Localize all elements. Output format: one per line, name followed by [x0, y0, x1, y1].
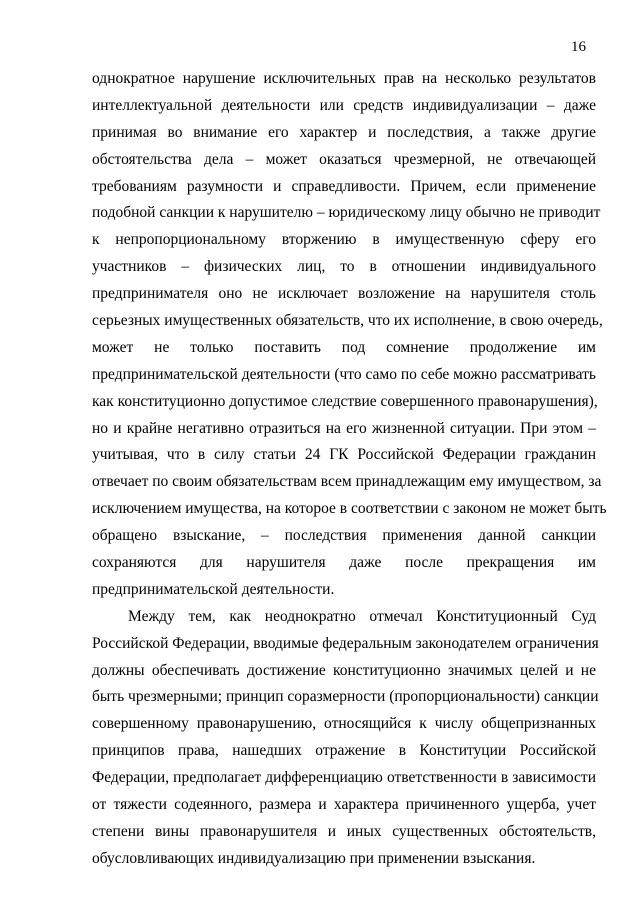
document-body	[92, 66, 607, 873]
text-line: серьезных имущественных обязательств, что их исполнение, в свою очередь,	[92, 312, 603, 330]
text-line: быть чрезмерными; принцип соразмерности (пропорциональности) санкции	[92, 688, 599, 706]
text-line: Между тем, как неоднократно отмечал Конституционный Суд	[128, 607, 596, 625]
text-line: участников – физических лиц, то в отношении индивидуального	[92, 258, 596, 276]
text-line: от тяжести содеянного, размера и характера причиненного ущерба, учет	[92, 796, 596, 814]
text-line: сохраняются для нарушителя даже после прекращения им	[92, 554, 596, 572]
text-line: подобной санкции к нарушителю – юридическому лицу обычно не приводит	[92, 204, 601, 222]
page-number: 16	[571, 39, 586, 55]
text-line: обстоятельства дела – может оказаться чрезмерной, не отвечающей	[92, 150, 596, 168]
text-line: но и крайне негативно отразиться на его жизненной ситуации. При этом –	[92, 419, 596, 437]
text-line: степени вины правонарушителя и иных существенных обстоятельств,	[92, 822, 596, 840]
text-line: обращено взыскание, – последствия применения данной санкции	[92, 527, 596, 545]
text-line: предпринимательской деятельности.	[92, 580, 335, 598]
text-line: однократное нарушение исключительных прав на несколько результатов	[92, 70, 596, 87]
text-line: отвечает по своим обязательствам всем принадлежащим ему имуществом, за	[92, 473, 602, 491]
text-line: совершенному правонарушению, относящийся к числу общепризнанных	[92, 715, 596, 733]
text-line: Федерации, предполагает дифференциацию ответственности в зависимости	[92, 769, 596, 787]
text-line: к непропорциональному вторжению в имущественную сферу его	[92, 231, 596, 249]
text-line: предпринимательской деятельности (что само по себе можно рассматривать	[92, 365, 596, 383]
text-line: учитывая, что в силу статьи 24 ГК Российской Федерации гражданин	[92, 446, 596, 464]
text-line: требованиям разумности и справедливости. Причем, если применение	[92, 177, 596, 195]
paragraph	[92, 66, 607, 604]
text-line: должны обеспечивать достижение конституционно значимых целей и не	[92, 661, 596, 679]
text-line: может не только поставить под сомнение продолжение им	[92, 338, 596, 356]
text-line: предпринимателя оно не исключает возложение на нарушителя столь	[92, 285, 596, 303]
paragraph	[92, 604, 599, 873]
text-line: как конституционно допустимое следствие совершенного правонарушения),	[92, 392, 598, 410]
text-line: Российской Федерации, вводимые федеральным законодателем ограничения	[92, 634, 599, 652]
text-line: обусловливающих индивидуализацию при применении взыскания.	[92, 849, 536, 867]
text-line: интеллектуальной деятельности или средств индивидуализации – даже	[92, 96, 596, 114]
text-line: принимая во внимание его характер и последствия, а также другие	[92, 123, 596, 141]
text-line: исключением имущества, на которое в соответствии с законом не может быть	[92, 500, 607, 518]
text-line: принципов права, нашедших отражение в Конституции Российской	[92, 742, 596, 760]
